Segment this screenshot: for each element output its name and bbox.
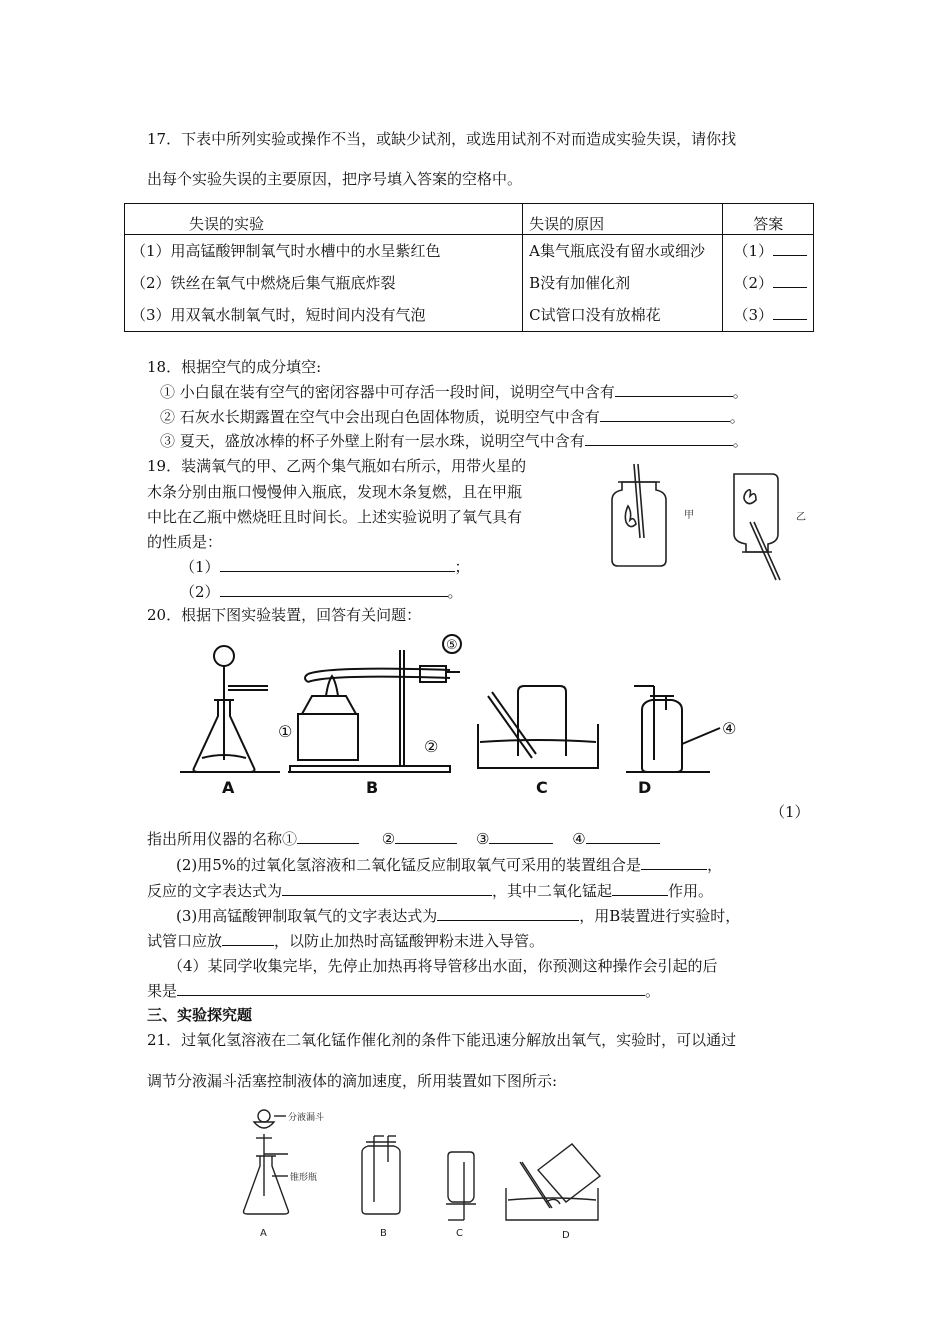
answer-label-3: （3） <box>733 306 773 324</box>
answer-label-2: （2） <box>733 274 773 292</box>
label-jia: 甲 <box>684 510 694 521</box>
instrument-blank-4[interactable] <box>586 829 660 844</box>
q19-blank-2[interactable] <box>220 582 448 597</box>
q18-item-1-text: ① 小白鼠在装有空气的密闭容器中可存活一段时间，说明空气中含有 <box>160 383 615 401</box>
fig-label-c: C <box>536 778 548 797</box>
tube-mouth-blank[interactable] <box>222 931 274 946</box>
q19-line3: 中比在乙瓶中燃烧旺且时间长。上述实验说明了氧气具有 <box>147 508 523 526</box>
q18-item-1-end: 。 <box>732 383 748 401</box>
q19-line2: 木条分别由瓶口慢慢伸入瓶底，发现木条复燃，且在甲瓶 <box>147 483 523 501</box>
q20-part1-circled-3: ③ <box>476 830 490 848</box>
consequence-blank[interactable] <box>177 981 645 996</box>
q20-part3-line2 <box>147 930 544 951</box>
q21-apparatus-d <box>506 1144 600 1220</box>
q18-item-2-end: 。 <box>729 408 745 426</box>
q18-blank-2[interactable] <box>600 407 730 422</box>
q19-line1: 19．装满氧气的甲、乙两个集气瓶如右所示，用带火星的 <box>147 457 527 475</box>
answer-label-1: （1） <box>733 242 773 260</box>
q21-apparatus-a <box>244 1110 289 1214</box>
q20-part2-expression-label: 反应的文字表达式为 <box>147 882 283 900</box>
q18-item-3-text: ③ 夏天，盛放冰棒的杯子外壁上附有一层水珠，说明空气中含有 <box>160 432 585 450</box>
jar-jia <box>612 464 666 566</box>
q17-line2: 出每个实验失误的主要原因，把序号填入答案的空格中。 <box>147 170 523 188</box>
experiment-3: （3）用双氧水制氧气时，短时间内没有气泡 <box>131 306 426 324</box>
q20-part3-reason: ，以防止加热时高锰酸钾粉末进入导管。 <box>274 932 545 950</box>
q20-part1 <box>147 828 660 849</box>
answer-blank-2[interactable] <box>773 273 807 288</box>
q19-figure <box>600 462 830 584</box>
q20-part3-b-device: ，用B装置进行实验时， <box>579 907 741 925</box>
apparatus-a <box>180 646 280 772</box>
experiment-2: （2）铁丝在氧气中燃烧后集气瓶底炸裂 <box>131 274 396 292</box>
q18-item-3-end: 。 <box>732 432 748 450</box>
label-flask: 锥形瓶 <box>290 1173 318 1183</box>
q18-title: 18．根据空气的成分填空: <box>147 358 322 376</box>
reason-b: B没有加催化剂 <box>529 274 631 292</box>
q20-apparatus-figure <box>180 630 740 800</box>
q20-part2-line1 <box>176 854 722 875</box>
q20-part1-circled-2: ② <box>381 830 396 848</box>
reason-a: A集气瓶底没有留水或细沙 <box>529 242 705 260</box>
fig-label-a: A <box>222 778 235 797</box>
answer-blank-1[interactable] <box>773 241 807 256</box>
fig-label-d: D <box>638 778 652 797</box>
q19-answer-2 <box>180 581 463 602</box>
apparatus-d <box>626 686 720 772</box>
fig-label-b: B <box>366 778 379 797</box>
q19-line4: 的性质是： <box>147 533 223 551</box>
mno2-role-blank[interactable] <box>612 881 668 896</box>
q19-blank-1-end: ； <box>454 558 470 576</box>
q18-blank-3[interactable] <box>585 431 733 446</box>
q21-fig-label-b: B <box>380 1228 387 1239</box>
circled-4: ④ <box>722 719 737 738</box>
q18-item-2 <box>160 406 745 427</box>
label-yi: 乙 <box>796 512 806 523</box>
q20-part2-line2 <box>147 880 713 901</box>
q20-part2-comma: ， <box>707 856 723 874</box>
q21-line1: 21．过氧化氢溶液在二氧化锰作催化剂的条件下能迅速分解放出氧气，实验时，可以通过 <box>147 1031 737 1049</box>
reason-c: C试管口没有放棉花 <box>529 306 661 324</box>
q19-answer-1 <box>180 556 470 577</box>
q21-apparatus-b <box>362 1136 400 1214</box>
reason-column <box>523 235 723 332</box>
q21-line2: 调节分液漏斗活塞控制液体的滴加速度，所用装置如下图所示: <box>147 1072 558 1090</box>
q21-fig-label-c: C <box>456 1228 463 1239</box>
q18-item-1 <box>160 381 748 402</box>
q20-part1-text: 指出所用仪器的名称① <box>147 830 298 848</box>
header-experiment: 失误的实验 <box>125 204 523 235</box>
q20-part2-question: (2)用5%的过氧化氢溶液和二氧化锰反应制取氧气可采用的装置组合是 <box>176 856 642 874</box>
q21-fig-label-a: A <box>260 1228 267 1239</box>
instrument-blank-1[interactable] <box>297 829 359 844</box>
q21-apparatus-c <box>446 1152 476 1220</box>
q18-item-2-text: ② 石灰水长期露置在空气中会出现白色固体物质，说明空气中含有 <box>160 408 600 426</box>
answer-blank-3[interactable] <box>773 305 807 320</box>
q21-fig-label-d: D <box>562 1230 570 1241</box>
jar-yi <box>734 474 780 580</box>
q20-part4-line2 <box>147 980 660 1001</box>
header-reason: 失误的原因 <box>523 204 723 235</box>
q20-part4-label: 果是 <box>147 982 178 1000</box>
apparatus-c <box>478 686 598 768</box>
q17-line1: 17．下表中所列实验或操作不当，或缺少试剂，或选用试剂不对而造成实验失误，请你找 <box>147 130 737 148</box>
q19-blank-1-label: （1） <box>180 558 220 576</box>
q20-part2-role-end: 作用。 <box>668 882 714 900</box>
q20-part4-line1: （4）某同学收集完毕，先停止加热再将导管移出水面，你预测这种操作会引起的后 <box>168 957 718 975</box>
q20-title: 20．根据下图实验装置，回答有关问题： <box>147 606 422 624</box>
q21-apparatus-figure <box>230 1104 630 1244</box>
q20-part3-tube-label: 试管口应放 <box>147 932 223 950</box>
q19-blank-2-end: 。 <box>447 583 463 601</box>
q20-part4-end: 。 <box>645 982 661 1000</box>
expression-blank[interactable] <box>282 881 492 896</box>
circled-1: ① <box>278 722 293 741</box>
experiment-column <box>125 235 523 332</box>
instrument-blank-2[interactable] <box>395 829 457 844</box>
section-3-heading: 三、实验探究题 <box>147 1006 253 1024</box>
instrument-blank-3[interactable] <box>489 829 553 844</box>
kmno4-expression-blank[interactable] <box>437 906 579 921</box>
circled-5: ⑤ <box>446 638 458 653</box>
label-funnel: 分液漏斗 <box>288 1113 325 1123</box>
q20-part1-number: （1） <box>770 803 810 821</box>
header-answer: 答案 <box>723 204 814 235</box>
apparatus-combo-blank[interactable] <box>641 855 707 870</box>
q18-blank-1[interactable] <box>615 382 733 397</box>
q18-item-3 <box>160 430 748 451</box>
q20-part2-mno2-label: ，其中二氧化锰起 <box>492 882 613 900</box>
q19-blank-2-label: （2） <box>180 583 220 601</box>
answer-column <box>723 235 814 332</box>
q20-part1-circled-4: ④ <box>572 830 586 848</box>
q17-table <box>124 203 814 332</box>
q20-part3-question: (3)用高锰酸钾制取氧气的文字表达式为 <box>176 907 438 925</box>
q19-blank-1[interactable] <box>220 557 455 572</box>
q20-part3-line1 <box>176 905 740 926</box>
experiment-1: （1）用高锰酸钾制氧气时水槽中的水呈紫红色 <box>131 242 441 260</box>
circled-2: ② <box>424 737 439 756</box>
